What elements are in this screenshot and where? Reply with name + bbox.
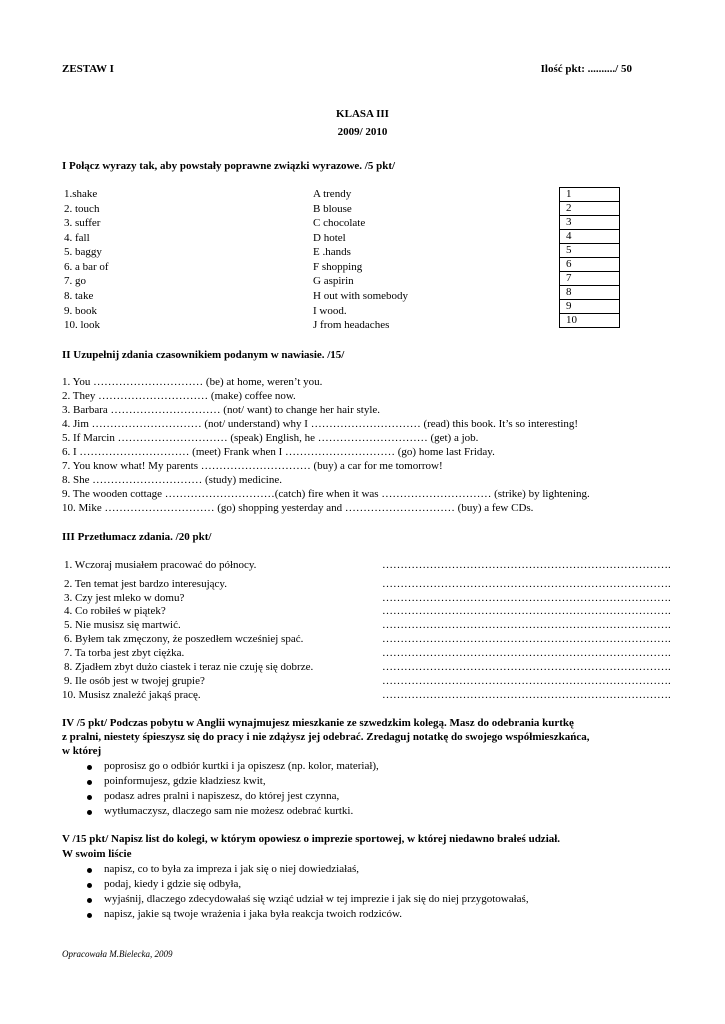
answer-line[interactable]: ……………………………………………………………………. bbox=[382, 675, 671, 687]
gap-sentence: 9. The wooden cottage …………………………(catch) fire when it was ………………………… (strike) by lightening. bbox=[62, 488, 590, 500]
gap-sentence: 2. They ………………………… (make) coffee now. bbox=[62, 390, 296, 402]
gap-sentence: 4. Jim ………………………… (not/ understand) why I ………………………… (read) this book. It’s so interesting! bbox=[62, 418, 579, 430]
footer-author: Opracowała M.Bielecka, 2009 bbox=[62, 949, 173, 959]
class-title: KLASA III bbox=[336, 108, 389, 120]
bullet-text: poprosisz go o odbiór kurtki i ja opiszesz (np. kolor, materiał), bbox=[104, 760, 379, 772]
answer-line[interactable]: ……………………………………………………………………. bbox=[382, 619, 671, 631]
translation-row bbox=[0, 633, 725, 647]
translation-row bbox=[0, 592, 725, 606]
section-4-title-line: IV /5 pkt/ Podczas pobytu w Anglii wynajmujesz mieszkanie ze szwedzkim kolegą. Masz do odebrania kurtkę bbox=[62, 717, 574, 729]
gap-sentence: 1. You ………………………… (be) at home, weren’t you. bbox=[62, 376, 323, 388]
left-item: 4. fall bbox=[64, 232, 90, 244]
left-item: 10. look bbox=[64, 319, 101, 331]
bullet-text: wyjaśnij, dlaczego zdecydowałaś się wziąć udział w tej imprezie i jak się do niej przygotowałaś, bbox=[104, 893, 529, 905]
right-item: D hotel bbox=[313, 232, 346, 244]
bullet-item bbox=[0, 805, 725, 820]
answer-line[interactable]: ……………………………………………………………………. bbox=[382, 647, 671, 659]
bullet-item bbox=[0, 893, 725, 908]
bullet-icon bbox=[87, 795, 92, 800]
answer-cell[interactable]: 1 bbox=[560, 188, 620, 202]
answer-line[interactable]: ……………………………………………………………………. bbox=[382, 592, 671, 604]
translation-row bbox=[0, 675, 725, 689]
answer-line[interactable]: ……………………………………………………………………. bbox=[382, 661, 671, 673]
bullet-icon bbox=[87, 868, 92, 873]
section-5-title-line: W swoim liście bbox=[62, 848, 132, 860]
source-sentence: 3. Czy jest mleko w domu? bbox=[64, 592, 185, 604]
source-sentence: 8. Zjadłem zbyt dużo ciastek i teraz nie czuję się dobrze. bbox=[64, 661, 314, 673]
answer-cell[interactable]: 2 bbox=[560, 202, 620, 216]
bullet-item bbox=[0, 790, 725, 805]
left-item: 8. take bbox=[64, 290, 94, 302]
bullet-item bbox=[0, 775, 725, 790]
bullet-item bbox=[0, 760, 725, 775]
left-item: 7. go bbox=[64, 275, 86, 287]
points-total: Ilość pkt: ........../ 50 bbox=[540, 63, 632, 75]
right-item: J from headaches bbox=[313, 319, 390, 331]
bullet-icon bbox=[87, 765, 92, 770]
gap-sentence: 5. If Marcin ………………………… (speak) English, he ………………………… (get) a job. bbox=[62, 432, 479, 444]
set-title: ZESTAW I bbox=[62, 63, 114, 75]
bullet-text: napisz, co to była za impreza i jak się o niej dowiedziałaś, bbox=[104, 863, 360, 875]
left-item: 3. suffer bbox=[64, 217, 101, 229]
translation-row bbox=[0, 619, 725, 633]
bullet-icon bbox=[87, 810, 92, 815]
right-item: E .hands bbox=[313, 246, 351, 258]
bullet-icon bbox=[87, 913, 92, 918]
left-item: 6. a bar of bbox=[64, 261, 109, 273]
school-year: 2009/ 2010 bbox=[337, 126, 388, 138]
right-item: I wood. bbox=[313, 305, 347, 317]
left-item: 5. baggy bbox=[64, 246, 102, 258]
bullet-icon bbox=[87, 883, 92, 888]
right-item: G aspirin bbox=[313, 275, 354, 287]
answer-cell[interactable]: 4 bbox=[560, 230, 620, 244]
translation-row bbox=[0, 578, 725, 592]
bullet-item bbox=[0, 908, 725, 923]
translation-row bbox=[0, 661, 725, 675]
bullet-text: napisz, jakie są twoje wrażenia i jaka była reakcja twoich rodziców. bbox=[104, 908, 402, 920]
right-item: B blouse bbox=[313, 203, 352, 215]
source-sentence: 4. Co robiłeś w piątek? bbox=[64, 605, 166, 617]
bullet-text: podaj, kiedy i gdzie się odbyła, bbox=[104, 878, 242, 890]
answer-line[interactable]: ……………………………………………………………………. bbox=[382, 633, 671, 645]
source-sentence: 5. Nie musisz się martwić. bbox=[64, 619, 181, 631]
answer-line[interactable]: ……………………………………………………………………. bbox=[382, 578, 671, 590]
bullet-icon bbox=[87, 780, 92, 785]
source-sentence: 10. Musisz znaleźć jakąś pracę. bbox=[62, 689, 201, 701]
answer-cell[interactable]: 5 bbox=[560, 244, 620, 258]
source-sentence: 9. Ile osób jest w twojej grupie? bbox=[64, 675, 205, 687]
source-sentence: 2. Ten temat jest bardzo interesujący. bbox=[64, 578, 227, 590]
section-4-title-line: w której bbox=[62, 745, 102, 757]
answer-line[interactable]: ……………………………………………………………………. bbox=[382, 559, 671, 571]
bullet-icon bbox=[87, 898, 92, 903]
translation-row bbox=[0, 559, 725, 573]
left-item: 2. touch bbox=[64, 203, 100, 215]
answer-number-table bbox=[559, 187, 620, 328]
answer-cell[interactable]: 7 bbox=[560, 272, 620, 286]
source-sentence: 6. Byłem tak zmęczony, że poszedłem wcześniej spać. bbox=[64, 633, 304, 645]
gap-sentence: 6. I ………………………… (meet) Frank when I ………………………… (go) home last Friday. bbox=[62, 446, 495, 458]
answer-line[interactable]: ……………………………………………………………………. bbox=[382, 605, 671, 617]
section-2-title: II Uzupełnij zdania czasownikiem podanym w nawiasie. /15/ bbox=[62, 349, 345, 361]
right-item: C chocolate bbox=[313, 217, 366, 229]
gap-sentence: 8. She ………………………… (study) medicine. bbox=[62, 474, 282, 486]
gap-sentence: 7. You know what! My parents ………………………… (buy) a car for me tomorrow! bbox=[62, 460, 443, 472]
bullet-text: podasz adres pralni i napiszesz, do której jest czynna, bbox=[104, 790, 340, 802]
answer-cell[interactable]: 9 bbox=[560, 300, 620, 314]
section-1-title: I Połącz wyrazy tak, aby powstały poprawne związki wyrazowe. /5 pkt/ bbox=[62, 160, 396, 172]
translation-row bbox=[0, 689, 725, 703]
translation-row bbox=[0, 647, 725, 661]
source-sentence: 1. Wczoraj musiałem pracować do północy. bbox=[64, 559, 257, 571]
translation-row bbox=[0, 605, 725, 619]
answer-cell[interactable]: 6 bbox=[560, 258, 620, 272]
bullet-item bbox=[0, 878, 725, 893]
answer-line[interactable]: ……………………………………………………………………. bbox=[382, 689, 671, 701]
bullet-item bbox=[0, 863, 725, 878]
bullet-text: wytłumaczysz, dlaczego sam nie możesz odebrać kurtki. bbox=[104, 805, 354, 817]
answer-cell[interactable]: 3 bbox=[560, 216, 620, 230]
left-item: 1.shake bbox=[64, 188, 98, 200]
section-4-title-line: z pralni, niestety śpieszysz się do pracy i nie zdążysz jej odebrać. Zredaguj notatkę do swojego współmieszkańca, bbox=[62, 731, 590, 743]
section-3-title: III Przetłumacz zdania. /20 pkt/ bbox=[62, 531, 212, 543]
right-item: F shopping bbox=[313, 261, 363, 273]
section-5-title-line: V /15 pkt/ Napisz list do kolegi, w którym opowiesz o imprezie sportowej, w której niedawno brałeś udział. bbox=[62, 833, 561, 845]
answer-cell[interactable]: 8 bbox=[560, 286, 620, 300]
answer-cell[interactable]: 10 bbox=[560, 314, 620, 328]
gap-sentence: 10. Mike ………………………… (go) shopping yesterday and ………………………… (buy) a few CDs. bbox=[62, 502, 534, 514]
gap-sentence: 3. Barbara ………………………… (not/ want) to change her hair style. bbox=[62, 404, 381, 416]
right-item: H out with somebody bbox=[313, 290, 409, 302]
source-sentence: 7. Ta torba jest zbyt ciężka. bbox=[64, 647, 185, 659]
right-item: A trendy bbox=[313, 188, 352, 200]
bullet-text: poinformujesz, gdzie kładziesz kwit, bbox=[104, 775, 266, 787]
left-item: 9. book bbox=[64, 305, 97, 317]
